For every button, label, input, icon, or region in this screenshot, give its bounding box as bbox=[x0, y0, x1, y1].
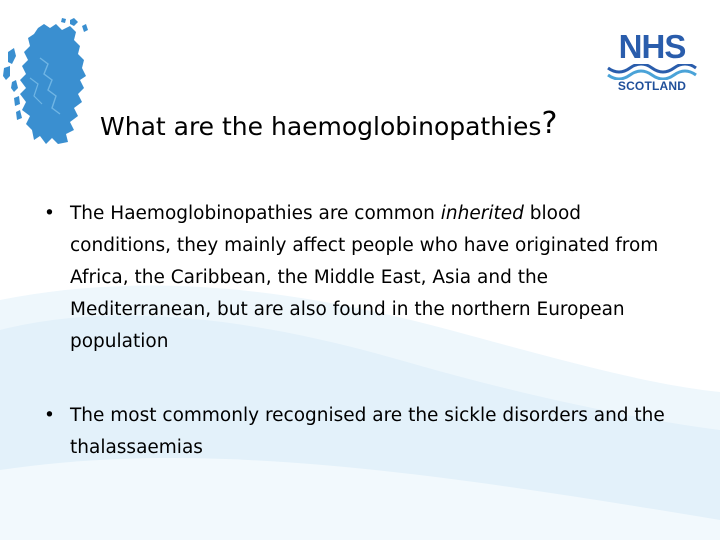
bullet-dot: • bbox=[44, 203, 55, 224]
bullet-dot: • bbox=[44, 405, 55, 426]
bullet-text-pre: The Haemoglobinopathies are common bbox=[70, 203, 441, 224]
nhs-scotland-logo bbox=[604, 30, 700, 96]
bullet-text-emphasis: inherited bbox=[440, 203, 524, 224]
bullet-item bbox=[44, 198, 684, 358]
slide-title-question-mark: ? bbox=[541, 106, 558, 141]
logo-nhs-text: NHS bbox=[618, 28, 686, 65]
bullet-text-post: blood conditions, they mainly affect people who have originated from Africa, the Caribbean, the Middle East, Asia and the Mediterranean, but are also found in the northern European population bbox=[70, 203, 659, 352]
bullet-list bbox=[44, 198, 684, 464]
bullet-text: The most commonly recognised are the sickle disorders and the thalassaemias bbox=[70, 405, 665, 458]
logo-scotland-text: SCOTLAND bbox=[617, 79, 687, 93]
nhs-waves-icon bbox=[606, 64, 698, 80]
scotland-map-icon bbox=[0, 18, 100, 152]
slide-title-text: What are the haemoglobinopathies bbox=[100, 112, 542, 141]
bullet-item bbox=[44, 400, 684, 464]
slide-title bbox=[100, 108, 557, 143]
